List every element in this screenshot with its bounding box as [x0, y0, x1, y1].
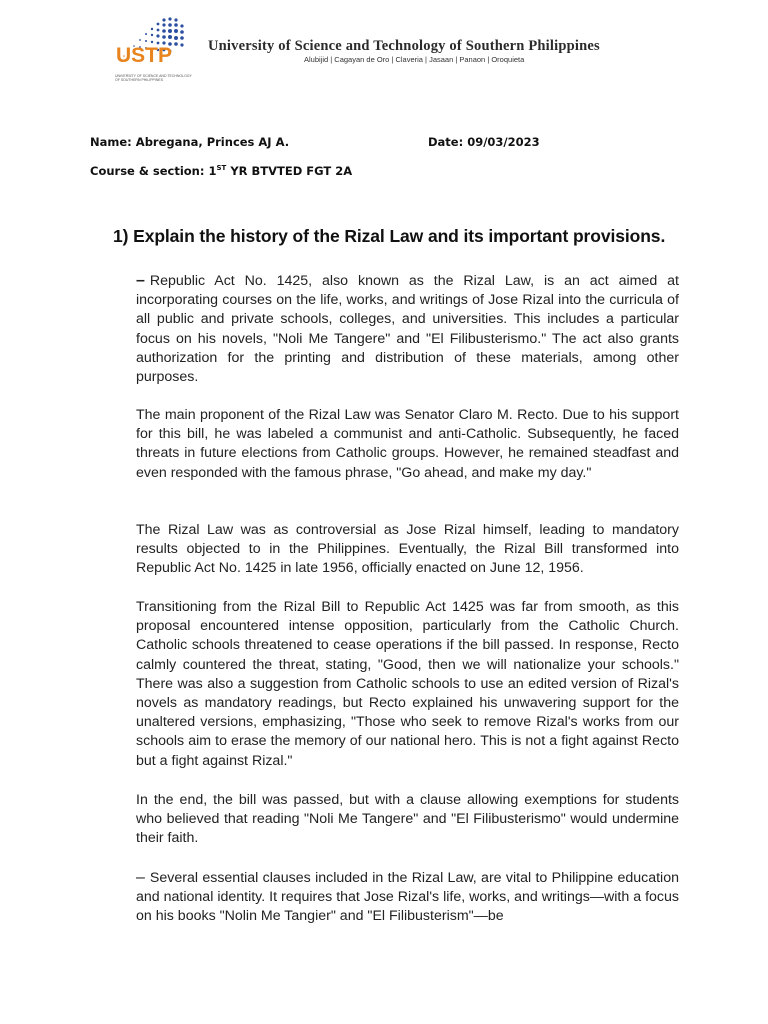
- paragraph-4: Transitioning from the Rizal Bill to Republic Act 1425 was far from smooth, as this proposal encountered intense opposition, particularly from the Catholic Church. Catholic schools threatened to cease operations if the bill passed. In response, Recto calmly countered the threat, stating, "Good, then we will nationalize your schools." There was also a suggestion from Catholic schools to use an edited version of Rizal's novels as mandatory readings, but Recto explained his unwavering support for the unaltered versions, emphasizing, "Those who seek to remove Rizal's works from our schools aim to erase the memory of our national hero. This is not a fight against Recto but a fight against Rizal.": [136, 599, 679, 769]
- paragraph-1: [136, 271, 679, 387]
- question-heading: 1) Explain the history of the Rizal Law and its important provisions.: [113, 226, 666, 246]
- paragraph-6: [136, 868, 679, 927]
- course-section: YR BTVTED FGT 2A: [230, 164, 353, 178]
- course-label: Course & section:: [90, 164, 205, 178]
- logo-subtitle: UNIVERSITY OF SCIENCE AND TECHNOLOGY OF SOUTHERN PHILIPPINES: [115, 74, 192, 82]
- course-year-suffix: ST: [216, 164, 227, 173]
- course-year: 1: [208, 164, 217, 178]
- paragraph-1-text: Republic Act No. 1425, also known as the Rizal Law, is an act aimed at incorporating courses on the life, works, and writings of Jose Rizal into the curricula of all public and private schools, colleges, and universities. This includes a particular focus on his novels, "Noli Me Tangere" and "El Filibusterismo." The act also grants authorization for the printing and distribution of these materials, among other purposes.: [136, 273, 679, 386]
- date-value: 09/03/2023: [467, 135, 540, 149]
- date-label: Date:: [428, 135, 464, 149]
- paragraph-5: In the end, the bill was passed, but with a clause allowing exemptions for students who believed that reading "Noli Me Tangere" and "El Filibusterismo" would undermine their faith.: [136, 792, 679, 847]
- name-label: Name:: [90, 135, 132, 149]
- ustp-logo: [104, 14, 200, 90]
- name-value: Abregana, Princes AJ A.: [135, 135, 290, 149]
- dash-bullet: –: [136, 272, 145, 289]
- logo-wordmark: USTP: [116, 44, 173, 67]
- dash-bullet: –: [136, 869, 145, 886]
- date-line: [428, 135, 540, 149]
- university-name: University of Science and Technology of Southern Philippines: [208, 38, 600, 54]
- paragraph-6-text: Several essential clauses included in the Rizal Law, are vital to Philippine education and national identity. It requires that Jose Rizal's life, works, and writings—with a focus on his books "Nolin Me Tangier" and "El Filibusterism"—be: [136, 870, 679, 925]
- paragraph-2: The main proponent of the Rizal Law was Senator Claro M. Recto. Due to his support for this bill, he was labeled a communist and anti-Catholic. Subsequently, he faced threats in future elections from Catholic groups. However, he remained steadfast and even responded with the famous phrase, "Go ahead, and make my day.": [136, 407, 679, 481]
- paragraph-3: The Rizal Law was as controversial as Jose Rizal himself, leading to mandatory results objected to in the Philippines. Eventually, the Rizal Bill transformed into Republic Act No. 1425 in late 1956, officially enacted on June 12, 1956.: [136, 522, 679, 577]
- student-name-line: [90, 135, 289, 149]
- campus-list: Alubijid | Cagayan de Oro | Claveria | Jasaan | Panaon | Oroquieta: [304, 55, 525, 64]
- course-line: [90, 164, 352, 178]
